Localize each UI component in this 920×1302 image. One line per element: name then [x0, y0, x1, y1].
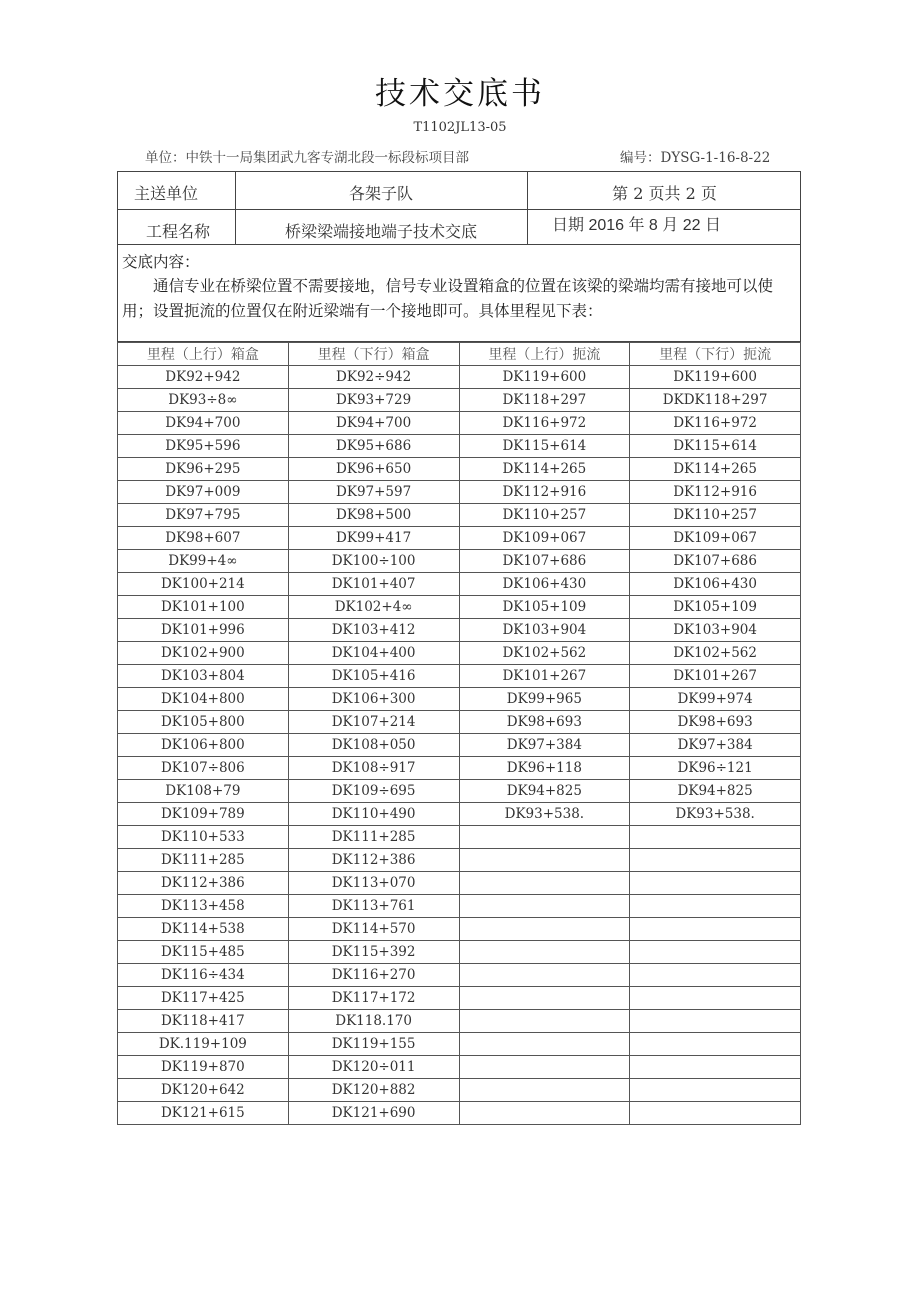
table-cell: DK120÷011 — [288, 1056, 459, 1079]
table-cell: DK96+295 — [118, 458, 289, 481]
table-cell: DK.119+109 — [118, 1033, 289, 1056]
table-cell: DK107+686 — [630, 550, 801, 573]
table-cell — [459, 1010, 630, 1033]
table-cell: DK102+562 — [630, 642, 801, 665]
table-cell — [459, 987, 630, 1010]
table-cell: DK96+650 — [288, 458, 459, 481]
serial-number: 编号：DYSG-1-16-8-22 — [620, 150, 771, 166]
table-cell: DK98+693 — [630, 711, 801, 734]
table-cell: DK97+795 — [118, 504, 289, 527]
table-cell: DK94+825 — [630, 780, 801, 803]
table-cell — [459, 1079, 630, 1102]
table-cell: DK109÷695 — [288, 780, 459, 803]
table-row — [118, 895, 801, 918]
table-cell: DK104+800 — [118, 688, 289, 711]
table-cell: DK110+533 — [118, 826, 289, 849]
table-cell — [630, 918, 801, 941]
table-row — [118, 1033, 801, 1056]
table-cell: DK105+109 — [630, 596, 801, 619]
column-header: 里程（上行）箱盒 — [118, 343, 289, 366]
document-title: 技术交底书 — [375, 76, 545, 112]
table-cell — [630, 964, 801, 987]
table-cell: DK101+996 — [118, 619, 289, 642]
table-row — [118, 458, 801, 481]
table-cell: DK106+430 — [630, 573, 801, 596]
table-cell — [630, 1056, 801, 1079]
table-cell: DK93+729 — [288, 389, 459, 412]
table-cell: DK93+538. — [630, 803, 801, 826]
table-cell — [630, 1079, 801, 1102]
table-row — [118, 504, 801, 527]
column-header: 里程（下行）箱盒 — [288, 343, 459, 366]
table-cell: DK103+904 — [459, 619, 630, 642]
table-cell: DK97+384 — [630, 734, 801, 757]
table-row — [118, 757, 801, 780]
table-cell — [630, 849, 801, 872]
table-row — [118, 412, 801, 435]
table-cell: DK94+825 — [459, 780, 630, 803]
table-cell: DK108÷917 — [288, 757, 459, 780]
table-cell — [630, 1033, 801, 1056]
table-cell: DK108+79 — [118, 780, 289, 803]
table-row — [118, 1010, 801, 1033]
table-row — [118, 941, 801, 964]
document-code: T1102JL13-05 — [413, 120, 507, 135]
table-cell: DK99+4∞ — [118, 550, 289, 573]
table-cell: DK92÷942 — [288, 366, 459, 389]
table-cell: DK114+570 — [288, 918, 459, 941]
table-cell: DK101+407 — [288, 573, 459, 596]
divider — [118, 209, 800, 210]
table-cell: DK113+070 — [288, 872, 459, 895]
table-cell: DK114+538 — [118, 918, 289, 941]
table-cell: DK99+974 — [630, 688, 801, 711]
table-cell — [459, 1033, 630, 1056]
table-row — [118, 527, 801, 550]
table-cell: DK107+686 — [459, 550, 630, 573]
table-row — [118, 987, 801, 1010]
table-cell — [459, 895, 630, 918]
table-cell: DK97+009 — [118, 481, 289, 504]
table-cell: DK109+789 — [118, 803, 289, 826]
table-cell: DK112+386 — [288, 849, 459, 872]
unit-line: 单位：中铁十一局集团武九客专湖北段一标段标项目部 — [145, 150, 469, 166]
content-label: 交底内容： — [122, 253, 200, 271]
table-cell: DK121+615 — [118, 1102, 289, 1125]
table-cell: DK105+416 — [288, 665, 459, 688]
send-unit-label: 主送单位 — [134, 184, 199, 203]
table-row — [118, 688, 801, 711]
table-row — [118, 389, 801, 412]
table-cell: DK112+916 — [630, 481, 801, 504]
mileage-table — [117, 342, 801, 1125]
table-cell: DK107÷806 — [118, 757, 289, 780]
table-cell: DK93+538. — [459, 803, 630, 826]
table-cell — [630, 941, 801, 964]
date: 日期 2016 年 8 月 22 日 — [552, 217, 721, 234]
table-cell: DK115+614 — [459, 435, 630, 458]
table-row — [118, 596, 801, 619]
table-cell: DK120+642 — [118, 1079, 289, 1102]
send-unit-value: 各架子队 — [348, 184, 413, 203]
table-cell: DK95+596 — [118, 435, 289, 458]
table-cell: DK108+050 — [288, 734, 459, 757]
table-cell: DK113+458 — [118, 895, 289, 918]
table-cell: DK106+430 — [459, 573, 630, 596]
table-cell — [459, 918, 630, 941]
content-text: 通信专业在桥梁位置不需要接地，信号专业设置箱盒的位置在该梁的梁端均需有接地可以使用；设置扼流的位置仅在附近梁端有一个接地即可。具体里程见下表： — [122, 277, 774, 320]
table-cell: DK105+109 — [459, 596, 630, 619]
table-cell: DK96+118 — [459, 757, 630, 780]
table-cell: DK98+500 — [288, 504, 459, 527]
table-row — [118, 665, 801, 688]
table-cell: DK110+490 — [288, 803, 459, 826]
table-row — [118, 803, 801, 826]
table-cell: DK102+900 — [118, 642, 289, 665]
table-cell: DK115+614 — [630, 435, 801, 458]
table-cell: DK96÷121 — [630, 757, 801, 780]
table-cell — [459, 941, 630, 964]
table-cell: DKDK118+297 — [630, 389, 801, 412]
table-cell: DK119+600 — [630, 366, 801, 389]
table-cell: DK113+761 — [288, 895, 459, 918]
table-cell — [630, 826, 801, 849]
table-cell: DK111+285 — [118, 849, 289, 872]
table-cell: DK115+392 — [288, 941, 459, 964]
table-row — [118, 826, 801, 849]
header-table — [117, 171, 801, 245]
table-cell: DK97+597 — [288, 481, 459, 504]
table-cell — [459, 872, 630, 895]
table-cell — [630, 1102, 801, 1125]
table-row — [118, 711, 801, 734]
table-cell: DK114+265 — [630, 458, 801, 481]
table-cell: DK116+972 — [459, 412, 630, 435]
content-section — [117, 244, 801, 342]
table-cell: DK109+067 — [630, 527, 801, 550]
table-row — [118, 849, 801, 872]
table-cell: DK110+257 — [630, 504, 801, 527]
table-cell: DK104+400 — [288, 642, 459, 665]
table-row — [118, 734, 801, 757]
table-row — [118, 642, 801, 665]
table-row — [118, 435, 801, 458]
table-cell: DK116÷434 — [118, 964, 289, 987]
table-cell: DK99+965 — [459, 688, 630, 711]
table-cell — [459, 1056, 630, 1079]
table-row — [118, 366, 801, 389]
table-cell: DK97+384 — [459, 734, 630, 757]
table-cell — [630, 895, 801, 918]
table-cell: DK102+562 — [459, 642, 630, 665]
table-cell: DK120+882 — [288, 1079, 459, 1102]
table-cell: DK118.170 — [288, 1010, 459, 1033]
table-cell — [459, 1102, 630, 1125]
table-cell: DK109+067 — [459, 527, 630, 550]
table-cell — [459, 826, 630, 849]
table-cell: DK121+690 — [288, 1102, 459, 1125]
table-cell: DK94+700 — [288, 412, 459, 435]
table-cell: DK105+800 — [118, 711, 289, 734]
table-cell: DK98+607 — [118, 527, 289, 550]
page-info: 第 2 页共 2 页 — [612, 184, 717, 203]
table-cell: DK114+265 — [459, 458, 630, 481]
table-cell: DK112+386 — [118, 872, 289, 895]
column-header: 里程（下行）扼流 — [630, 343, 801, 366]
table-row — [118, 573, 801, 596]
table-cell: DK111+285 — [288, 826, 459, 849]
table-cell: DK110+257 — [459, 504, 630, 527]
table-cell: DK119+600 — [459, 366, 630, 389]
table-cell: DK94+700 — [118, 412, 289, 435]
column-header: 里程（上行）扼流 — [459, 343, 630, 366]
table-row — [118, 1079, 801, 1102]
table-cell — [630, 1010, 801, 1033]
table-cell: DK100÷100 — [288, 550, 459, 573]
table-row — [118, 550, 801, 573]
table-cell: DK119+155 — [288, 1033, 459, 1056]
table-row — [118, 964, 801, 987]
table-row — [118, 619, 801, 642]
table-cell: DK118+417 — [118, 1010, 289, 1033]
table-cell: DK93÷8∞ — [118, 389, 289, 412]
table-cell: DK117+172 — [288, 987, 459, 1010]
table-row — [118, 1056, 801, 1079]
table-cell: DK102+4∞ — [288, 596, 459, 619]
table-row — [118, 481, 801, 504]
table-cell: DK119+870 — [118, 1056, 289, 1079]
project-name-value: 桥梁梁端接地端子技术交底 — [284, 222, 477, 241]
table-cell: DK112+916 — [459, 481, 630, 504]
table-cell — [630, 987, 801, 1010]
table-cell: DK117+425 — [118, 987, 289, 1010]
table-cell: DK101+100 — [118, 596, 289, 619]
table-cell: DK116+270 — [288, 964, 459, 987]
table-cell: DK95+686 — [288, 435, 459, 458]
table-cell: DK115+485 — [118, 941, 289, 964]
table-cell: DK116+972 — [630, 412, 801, 435]
project-name-label: 工程名称 — [146, 222, 211, 241]
table-cell: DK118+297 — [459, 389, 630, 412]
table-cell: DK92+942 — [118, 366, 289, 389]
table-row — [118, 1102, 801, 1125]
table-cell: DK101+267 — [630, 665, 801, 688]
table-row — [118, 872, 801, 895]
table-cell: DK103+904 — [630, 619, 801, 642]
table-cell: DK103+804 — [118, 665, 289, 688]
table-cell: DK107+214 — [288, 711, 459, 734]
table-cell: DK100+214 — [118, 573, 289, 596]
table-header-row — [118, 343, 801, 366]
table-cell: DK106+300 — [288, 688, 459, 711]
table-cell: DK99+417 — [288, 527, 459, 550]
table-cell — [459, 849, 630, 872]
table-row — [118, 918, 801, 941]
table-cell — [630, 872, 801, 895]
table-cell: DK103+412 — [288, 619, 459, 642]
table-row — [118, 780, 801, 803]
table-cell: DK101+267 — [459, 665, 630, 688]
table-cell: DK98+693 — [459, 711, 630, 734]
table-cell: DK106+800 — [118, 734, 289, 757]
table-cell — [459, 964, 630, 987]
